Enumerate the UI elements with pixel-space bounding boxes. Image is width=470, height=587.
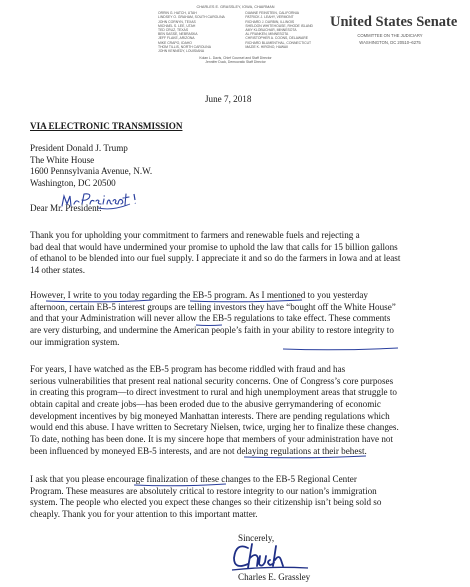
paragraph-line: are very disturbing, and undermine the American people’s faith in your ability to restore integrity to [30,325,394,336]
paragraph-line: obtain capital and create jobs—has been eroded due to the abusive gerrymandering of economic [30,399,381,410]
paragraph-line: of ethanol to be blended into our fuel supply. I appreciate it and so do the farmers in Iowa and at least [30,253,401,264]
committee-member: SHELDON WHITEHOUSE, RHODE ISLAND [245,23,313,28]
letter-date: June 7, 2018 [205,94,252,104]
paragraph-line: and that your Administration will never allow the EB-5 regulations to take effect. These comments [30,313,391,324]
committee-city: WASHINGTON, DC 20510–6275 [359,40,421,45]
committee-member: BEN SASSE, NEBRASKA [158,32,198,37]
paragraph-line: Thank you for upholding your commitment to farmers and renewable fuels and rejecting a [30,230,360,240]
committee-member: PATRICK J. LEAHY, VERMONT [245,15,294,20]
address-line: Washington, DC 20500 [30,178,116,189]
committee-member: MIKE CRAPO, IDAHO [158,40,192,45]
paragraph-line: system. The people who elected you expect these changes so their citizenship isn’t being sold so [30,497,382,508]
committee-member: DIANNE FEINSTEIN, CALIFORNIA [245,11,300,16]
paragraph-line: For years, I have watched as the EB-5 program has become riddled with fraud and has [30,364,346,374]
paragraph-line: afternoon, certain EB-5 interest groups are telling investors they have “bought off the White House” [30,301,396,312]
committee-member: MAZIE K. HIRONO, HAWAII [245,44,289,49]
underline-not-delaying [244,456,366,458]
paragraph-line: However, I write to you today regarding the EB-5 program. As I mentioned to you yesterday [30,290,368,300]
address-line: President Donald J. Trump [30,143,128,153]
paragraph-line: Program. These measures are absolutely critical to restore integrity to our nation’s immigration [30,485,377,496]
paragraph-line: cheaply. Thank you for your attention to this important matter. [30,509,258,520]
underline-eb5-program [190,300,302,302]
closing: Sincerely, [238,533,275,543]
underline-never [196,325,222,326]
committee-member: RICHARD BLUMENTHAL, CONNECTICUT [245,40,312,45]
senate-name: United States Senate [330,14,458,30]
signature-mark [228,540,318,576]
staff-line-2: Jennifer Duck, Democratic Staff Director [205,60,266,65]
paragraph-line: been influenced by moneyed EB-5 interests, and are not delaying regulations at their behest. [30,445,367,456]
committee-member: JEFF FLAKE, ARIZONA [158,36,195,41]
salutation: Dear Mr. President: [30,203,102,213]
paragraph-line: development incentives by big moneyed Manhattan interests. There are pending regulations which [30,410,390,421]
committee-member: THOM TILLIS, NORTH CAROLINA [158,44,212,49]
committee-name: COMMITTEE ON THE JUDICIARY [357,33,423,38]
paragraph-line: serious vulnerabilities that present real national security concerns. One of Congress’s core purposes [30,375,394,386]
transmission-heading: VIA ELECTRONIC TRANSMISSION [30,121,183,131]
signer-name: Charles E. Grassley [238,572,311,582]
committee-member: TED CRUZ, TEXAS [158,28,189,33]
committee-member: AMY KLOBUCHAR, MINNESOTA [245,28,297,33]
staff-line-1: Kolan L. Davis, Chief Counsel and Staff Director [199,56,272,61]
paragraph-line: To date, nothing has been done. It is my sincere hope that members of your administration have not [30,434,394,445]
paragraph-line: would end this abuse. I have written to Secretary Nielsen, twice, urging her to finalize these changes. [30,422,399,433]
committee-member: CHRISTOPHER A. COONS, DELAWARE [245,36,308,41]
chairman-line: CHARLES E. GRASSLEY, IOWA, CHAIRMAN [196,5,275,9]
committee-member: JOHN CORNYN, TEXAS [158,19,196,24]
underline-encourage-finalization [134,484,226,486]
committee-member: RICHARD J. DURBIN, ILLINOIS [245,19,295,24]
underline-however [46,300,152,302]
underline-restore-integrity [283,348,398,350]
paragraph-line: in creating this program—to direct investment to rural and high unemployment areas that struggle to [30,387,397,398]
committee-member: JOHN KENNEDY, LOUISIANA [158,49,205,54]
address-line: The White House [30,154,95,165]
address-line: 1600 Pennsylvania Avenue, N.W. [30,166,153,177]
paragraph-line: bad deal that would have undermined your promise to uphold the law that calls for 15 billion gallons [30,241,398,252]
committee-member: AL FRANKEN, MINNESOTA [245,32,289,37]
committee-member: LINDSEY O. GRAHAM, SOUTH CAROLINA [158,15,225,20]
paragraph-line: 14 other states. [30,265,85,276]
paragraph-line: I ask that you please encourage finalization of these changes to the EB-5 Regional Center [30,474,357,484]
paragraph-line: our immigration system. [30,336,120,347]
committee-member: ORRIN G. HATCH, UTAH [158,11,197,16]
committee-member: MICHAEL S. LEE, UTAH [158,23,196,28]
